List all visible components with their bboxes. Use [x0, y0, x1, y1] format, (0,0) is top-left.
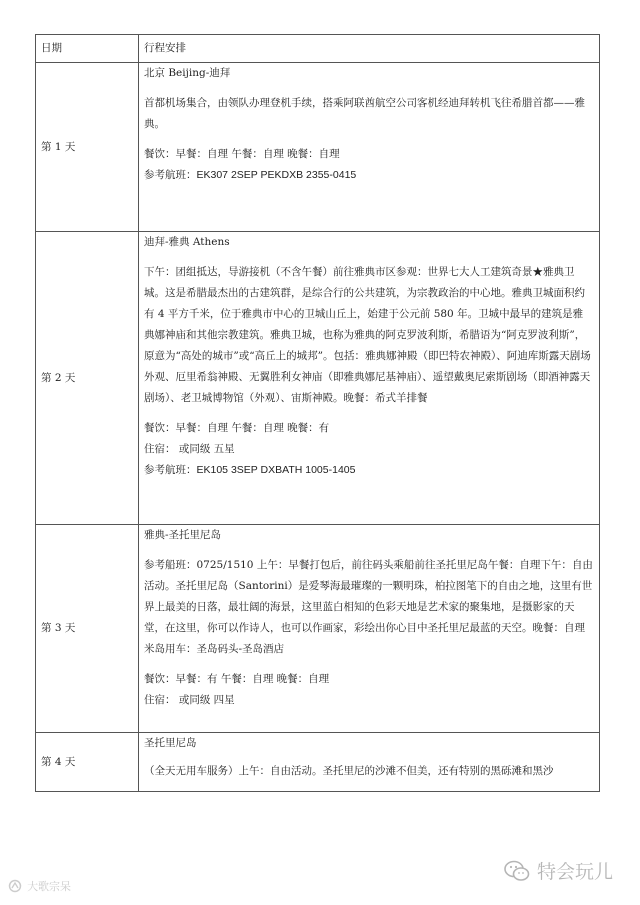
- day-description: 参考船班：0725/1510 上午：早餐打包后，前往码头乘船前往圣托里尼岛午餐：自理下午：自由活动。圣托里尼岛（Santorini）是爱琴海最璀璨的一颗明珠，柏拉图笔下的自由之地，这里有世界上最美的日落，最壮阔的海景，这里蓝白相知的色彩天地是艺术家的聚集地，是摄影家的天堂，在这里，你可以作诗人，也可以作画家，彩绘出你心目中圣托里尼最蓝的天空。晚餐：自理米岛用车：圣岛码头-圣岛酒店: [144, 559, 593, 655]
- header-date: 日期: [36, 35, 139, 63]
- hotel-info: 住宿： 或同级 五星: [144, 443, 235, 455]
- meals-info: 餐饮：早餐：自理 午餐：自理 晚餐：有: [144, 422, 330, 434]
- meals-info: 餐饮：早餐：有 午餐：自理 晚餐：自理: [144, 673, 330, 685]
- day-row: [36, 232, 600, 525]
- day-plan: [139, 733, 600, 792]
- watermark-right-text: 特会玩儿: [537, 861, 614, 883]
- itinerary-table: [35, 34, 600, 792]
- day-row: [36, 525, 600, 733]
- day-row: [36, 733, 600, 792]
- route-title: 雅典-圣托里尼岛: [144, 529, 222, 541]
- day-label: 第 2 天: [36, 232, 139, 525]
- day-row: [36, 63, 600, 232]
- route-title: 圣托里尼岛: [144, 737, 197, 749]
- day-plan: [139, 232, 600, 525]
- route-title: 北京 Beijing-迪拜: [144, 67, 231, 79]
- flight-info: 参考航班：EK105 3SEP DXBATH 1005-1405: [144, 464, 356, 476]
- header-plan: 行程安排: [139, 35, 600, 63]
- table-header-row: [36, 35, 600, 63]
- day-label: 第 3 天: [36, 525, 139, 733]
- watermark-left-text: 大歌宗呆: [27, 881, 72, 893]
- meals-info: 餐饮：早餐：自理 午餐：自理 晚餐：自理: [144, 148, 340, 160]
- hotel-info: 住宿： 或同级 四星: [144, 694, 235, 706]
- day-plan: [139, 525, 600, 733]
- day-label: 第 1 天: [36, 63, 139, 232]
- watermark-left: [8, 878, 71, 894]
- day-description: 下午：团组抵达，导游接机（不含午餐）前往雅典市区参观：世界七大人工建筑奇景★雅典卫城。这是希腊最杰出的古建筑群，是综合行的公共建筑，为宗教政治的中心地。雅典卫城面积约有 4 平方千米，位于雅典市中心的卫城山丘上，始建于公元前 580 年。卫城中最早的建筑是雅典娜神庙和其他宗教建筑。雅典卫城，也称为雅典的阿克罗波利斯，希腊语为“阿克罗波利斯”，原意为“高处的城市”或“高丘上的城邦”。包括：雅典娜神殿（即巴特农神殿）、阿迪库斯露天剧场外观、厄里希翁神殿、无翼胜利女神庙（即雅典娜尼基神庙）、遥望戴奥尼索斯剧场（即酒神露天剧场）、老卫城博物馆（外观）、宙斯神殿。晚餐：希式羊排餐: [144, 266, 591, 404]
- route-title: 迪拜-雅典 Athens: [144, 236, 230, 248]
- watermark-right: [503, 857, 613, 884]
- day-label: 第 4 天: [36, 733, 139, 792]
- flight-info: 参考航班：EK307 2SEP PEKDXB 2355-0415: [144, 169, 357, 181]
- day-plan: [139, 63, 600, 232]
- logo-icon: [8, 879, 22, 893]
- wechat-icon: [503, 859, 531, 883]
- day-description: （全天无用车服务）上午：自由活动。圣托里尼的沙滩不但美，还有特别的黑砾滩和黑沙: [144, 765, 554, 777]
- day-description: 首都机场集合，由领队办理登机手续，搭乘阿联酋航空公司客机经迪拜转机飞往希腊首都——雅典。: [144, 97, 585, 130]
